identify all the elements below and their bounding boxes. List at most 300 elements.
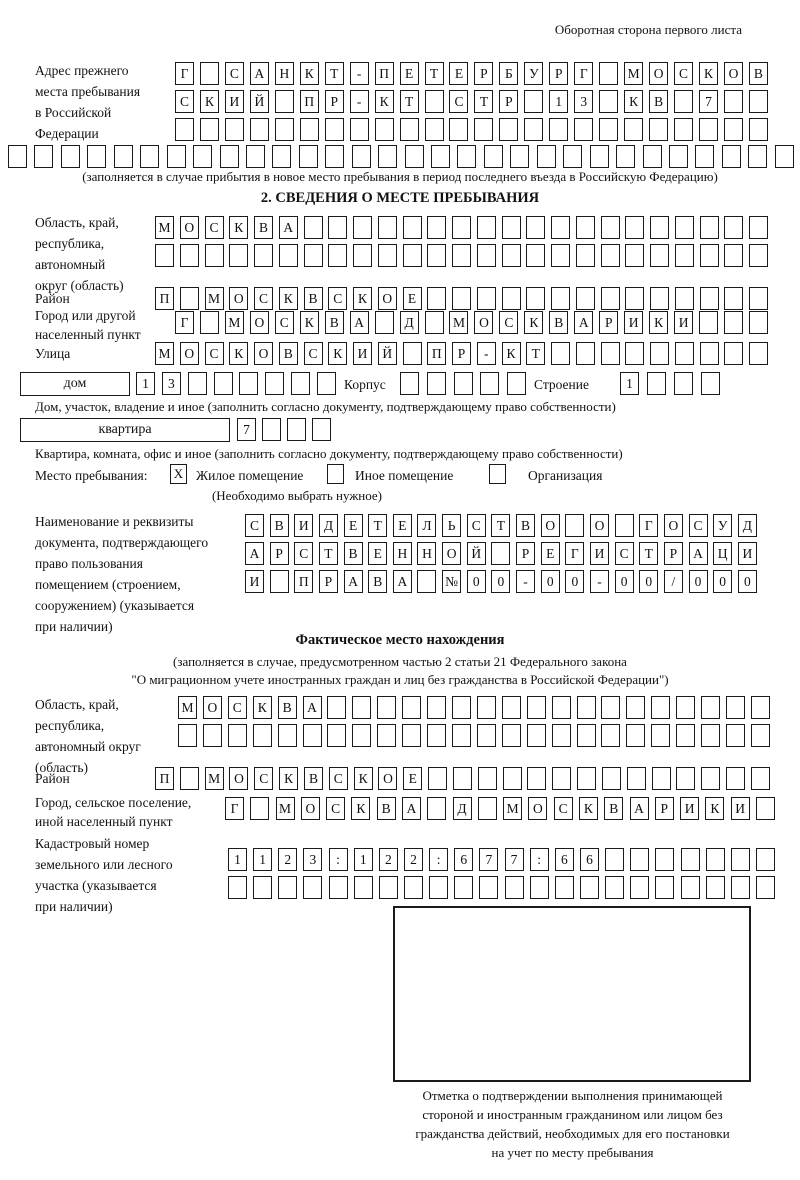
- char-box: [452, 216, 471, 239]
- char-box: С: [245, 514, 264, 537]
- char-box: С: [254, 287, 273, 310]
- char-box: 1: [354, 848, 373, 871]
- char-box: :: [329, 848, 348, 871]
- korpus-label: Корпус: [344, 377, 386, 392]
- char-box: [229, 244, 248, 267]
- char-box: И: [674, 311, 693, 334]
- char-box: [555, 876, 574, 899]
- char-box: С: [674, 62, 693, 85]
- char-box: М: [205, 767, 224, 790]
- char-box: К: [524, 311, 543, 334]
- char-box: [499, 118, 518, 141]
- char-box: [507, 372, 526, 395]
- char-box: [402, 696, 421, 719]
- char-box: В: [368, 570, 387, 593]
- char-box: [749, 342, 768, 365]
- char-box: К: [279, 287, 298, 310]
- char-box: [724, 287, 743, 310]
- fact-gorod-label: [35, 793, 191, 831]
- char-box: О: [724, 62, 743, 85]
- char-box: О: [474, 311, 493, 334]
- oblast-label: [35, 212, 124, 296]
- char-box: Т: [526, 342, 545, 365]
- char-box: Т: [474, 90, 493, 113]
- char-box: [327, 724, 346, 747]
- char-box: [180, 767, 199, 790]
- char-box: [601, 342, 620, 365]
- char-box: [724, 244, 743, 267]
- char-box: О: [254, 342, 273, 365]
- fact-gorod-row: [225, 797, 775, 820]
- char-box: -: [477, 342, 496, 365]
- kvartira-caption: Квартира, комната, офис и иное (заполнить согласно документу, подтверждающему право собственности): [35, 446, 623, 461]
- char-box: С: [329, 767, 348, 790]
- label-line: документа, подтверждающего: [35, 535, 209, 550]
- char-box: 1: [253, 848, 272, 871]
- char-box: [228, 876, 247, 899]
- char-box: И: [353, 342, 372, 365]
- char-box: [479, 876, 498, 899]
- char-box: С: [449, 90, 468, 113]
- char-box: [749, 216, 768, 239]
- char-box: -: [516, 570, 535, 593]
- char-box: И: [624, 311, 643, 334]
- char-box: С: [328, 287, 347, 310]
- char-box: 1: [620, 372, 639, 395]
- char-box: [616, 145, 635, 168]
- char-box: [375, 118, 394, 141]
- char-box: [726, 724, 745, 747]
- char-box: [352, 145, 371, 168]
- char-box: [250, 118, 269, 141]
- char-box: [427, 244, 446, 267]
- char-box: Е: [403, 767, 422, 790]
- char-box: [214, 372, 233, 395]
- char-box: Г: [175, 62, 194, 85]
- char-box: [502, 724, 521, 747]
- raion-label: Район: [35, 291, 70, 306]
- char-box: [477, 287, 496, 310]
- label-line: населенный пункт: [35, 327, 141, 342]
- char-box: А: [350, 311, 369, 334]
- char-box: [377, 724, 396, 747]
- char-box: В: [304, 287, 323, 310]
- char-box: [502, 287, 521, 310]
- char-box: [624, 118, 643, 141]
- char-box: [601, 244, 620, 267]
- char-box: О: [590, 514, 609, 537]
- char-box: Т: [425, 62, 444, 85]
- char-box: [502, 696, 521, 719]
- char-box: [239, 372, 258, 395]
- label-line: республика,: [35, 718, 105, 733]
- char-box: [625, 342, 644, 365]
- oblast-row-2: [155, 244, 768, 267]
- inoe-checkbox: [327, 464, 344, 484]
- char-box: А: [250, 62, 269, 85]
- char-box: 3: [574, 90, 593, 113]
- char-box: 1: [549, 90, 568, 113]
- char-box: П: [155, 767, 174, 790]
- char-box: М: [155, 216, 174, 239]
- char-box: И: [738, 542, 757, 565]
- char-box: [425, 311, 444, 334]
- char-box: [167, 145, 186, 168]
- char-box: К: [328, 342, 347, 365]
- caption-line: на учет по месту пребывания: [491, 1145, 654, 1160]
- inoe-label: Иное помещение: [355, 468, 454, 483]
- dom-cells: [136, 372, 336, 395]
- char-box: [34, 145, 53, 168]
- korpus-cells: [400, 372, 526, 395]
- char-box: [731, 848, 750, 871]
- organizatsiya-checkbox: [489, 464, 506, 484]
- char-box: Д: [453, 797, 472, 820]
- char-box: Д: [400, 311, 419, 334]
- stamp-caption: [360, 1086, 785, 1162]
- char-box: Т: [368, 514, 387, 537]
- char-box: Р: [452, 342, 471, 365]
- label-line: помещением (строением,: [35, 577, 181, 592]
- char-box: Е: [541, 542, 560, 565]
- char-box: [61, 145, 80, 168]
- char-box: [625, 244, 644, 267]
- char-box: С: [205, 216, 224, 239]
- char-box: [253, 876, 272, 899]
- char-box: [527, 724, 546, 747]
- char-box: [722, 145, 741, 168]
- char-box: -: [350, 62, 369, 85]
- char-box: 6: [580, 848, 599, 871]
- char-box: [674, 90, 693, 113]
- char-box: П: [300, 90, 319, 113]
- char-box: [626, 696, 645, 719]
- char-box: О: [442, 542, 461, 565]
- char-box: [695, 145, 714, 168]
- label-line: право пользования: [35, 556, 143, 571]
- char-box: [706, 876, 725, 899]
- char-box: К: [253, 696, 272, 719]
- ulitsa-label: Улица: [35, 346, 71, 361]
- char-box: [599, 118, 618, 141]
- dom-caption: Дом, участок, владение и иное (заполнить согласно документу, подтверждающему право собственности): [35, 399, 616, 414]
- char-box: [726, 767, 745, 790]
- gorod-label: [35, 306, 141, 344]
- char-box: Е: [400, 62, 419, 85]
- char-box: [649, 118, 668, 141]
- char-box: Н: [275, 62, 294, 85]
- char-box: П: [155, 287, 174, 310]
- char-box: [114, 145, 133, 168]
- char-box: Р: [499, 90, 518, 113]
- char-box: [180, 244, 199, 267]
- fact-oblast-label: [35, 694, 141, 778]
- char-box: [140, 145, 159, 168]
- prev-address-row-1: [175, 62, 768, 85]
- char-box: [180, 287, 199, 310]
- gorod-row: [175, 311, 768, 334]
- char-box: [299, 145, 318, 168]
- char-box: [577, 767, 596, 790]
- char-box: 0: [565, 570, 584, 593]
- ulitsa-row: [155, 342, 768, 365]
- char-box: М: [155, 342, 174, 365]
- char-box: [480, 372, 499, 395]
- char-box: И: [590, 542, 609, 565]
- char-box: [87, 145, 106, 168]
- char-box: [576, 287, 595, 310]
- char-box: [601, 216, 620, 239]
- char-box: 7: [479, 848, 498, 871]
- char-box: [576, 244, 595, 267]
- char-box: [626, 724, 645, 747]
- char-box: 2: [404, 848, 423, 871]
- char-box: [549, 118, 568, 141]
- char-box: [503, 767, 522, 790]
- char-box: [599, 90, 618, 113]
- char-box: [749, 244, 768, 267]
- char-box: [405, 145, 424, 168]
- char-box: [403, 244, 422, 267]
- char-box: [647, 372, 666, 395]
- char-box: [325, 118, 344, 141]
- kadastr-label: [35, 833, 173, 917]
- char-box: [530, 876, 549, 899]
- char-box: [304, 216, 323, 239]
- char-box: [254, 244, 273, 267]
- char-box: [655, 848, 674, 871]
- char-box: М: [503, 797, 522, 820]
- char-box: О: [180, 342, 199, 365]
- char-box: [178, 724, 197, 747]
- prev-address-caption: (заполняется в случае прибытия в новое место пребывания в период последнего въезда в Российскую Федерацию): [82, 169, 718, 184]
- char-box: Т: [325, 62, 344, 85]
- char-box: [428, 767, 447, 790]
- doc-row-1: [245, 514, 757, 537]
- char-box: [427, 696, 446, 719]
- label-line: земельного или лесного: [35, 857, 173, 872]
- char-box: №: [442, 570, 461, 593]
- char-box: [565, 514, 584, 537]
- char-box: [429, 876, 448, 899]
- char-box: И: [245, 570, 264, 593]
- label-line: Город, сельское поселение,: [35, 795, 192, 810]
- char-box: [676, 724, 695, 747]
- char-box: [427, 216, 446, 239]
- doc-row-2: [245, 542, 757, 565]
- char-box: [477, 244, 496, 267]
- fact-raion-label: Район: [35, 771, 70, 786]
- char-box: [431, 145, 450, 168]
- char-box: С: [205, 342, 224, 365]
- char-box: Е: [393, 514, 412, 537]
- label-line: республика,: [35, 236, 105, 251]
- char-box: [303, 724, 322, 747]
- char-box: [457, 145, 476, 168]
- char-box: С: [326, 797, 345, 820]
- char-box: 0: [615, 570, 634, 593]
- char-box: О: [301, 797, 320, 820]
- char-box: Д: [319, 514, 338, 537]
- prev-address-row-2: [175, 90, 768, 113]
- char-box: [551, 216, 570, 239]
- char-box: [700, 342, 719, 365]
- char-box: [454, 876, 473, 899]
- char-box: А: [689, 542, 708, 565]
- fact-oblast-row-2: [178, 724, 770, 747]
- char-box: И: [680, 797, 699, 820]
- char-box: П: [427, 342, 446, 365]
- char-box: С: [254, 767, 273, 790]
- char-box: [751, 696, 770, 719]
- char-box: [527, 767, 546, 790]
- char-box: [552, 724, 571, 747]
- char-box: [681, 848, 700, 871]
- char-box: [701, 767, 720, 790]
- char-box: [303, 876, 322, 899]
- char-box: [253, 724, 272, 747]
- char-box: [353, 216, 372, 239]
- char-box: [563, 145, 582, 168]
- char-box: [477, 216, 496, 239]
- char-box: Ц: [713, 542, 732, 565]
- char-box: [643, 145, 662, 168]
- char-box: К: [300, 62, 319, 85]
- char-box: 7: [699, 90, 718, 113]
- fact-title: Фактическое место нахождения: [295, 632, 505, 648]
- char-box: [749, 118, 768, 141]
- char-box: Й: [250, 90, 269, 113]
- char-box: [650, 216, 669, 239]
- char-box: [477, 696, 496, 719]
- char-box: С: [228, 696, 247, 719]
- char-box: [484, 145, 503, 168]
- char-box: М: [624, 62, 643, 85]
- char-box: А: [245, 542, 264, 565]
- char-box: [551, 342, 570, 365]
- char-box: [650, 244, 669, 267]
- char-box: [552, 767, 571, 790]
- char-box: 3: [303, 848, 322, 871]
- fact-oblast-row-1: [178, 696, 770, 719]
- char-box: 7: [505, 848, 524, 871]
- char-box: [590, 145, 609, 168]
- fact-raion-row: [155, 767, 770, 790]
- char-box: [491, 542, 510, 565]
- char-box: [524, 90, 543, 113]
- char-box: К: [649, 311, 668, 334]
- char-box: [706, 848, 725, 871]
- char-box: К: [229, 342, 248, 365]
- char-box: О: [180, 216, 199, 239]
- char-box: И: [294, 514, 313, 537]
- char-box: 0: [738, 570, 757, 593]
- char-box: [526, 244, 545, 267]
- char-box: Р: [325, 90, 344, 113]
- char-box: В: [516, 514, 535, 537]
- char-box: [375, 311, 394, 334]
- char-box: [724, 216, 743, 239]
- char-box: С: [225, 62, 244, 85]
- char-box: Г: [565, 542, 584, 565]
- char-box: [651, 724, 670, 747]
- char-box: [756, 848, 775, 871]
- char-box: К: [351, 797, 370, 820]
- char-box: [630, 848, 649, 871]
- char-box: В: [649, 90, 668, 113]
- char-box: [510, 145, 529, 168]
- char-box: [552, 696, 571, 719]
- char-box: [400, 118, 419, 141]
- char-box: [417, 570, 436, 593]
- char-box: П: [294, 570, 313, 593]
- zhiloe-checkbox: X: [170, 464, 187, 484]
- char-box: 0: [467, 570, 486, 593]
- char-box: В: [304, 767, 323, 790]
- char-box: [652, 767, 671, 790]
- char-box: [625, 287, 644, 310]
- char-box: [675, 244, 694, 267]
- char-box: [402, 724, 421, 747]
- char-box: [278, 876, 297, 899]
- char-box: 7: [237, 418, 256, 441]
- organizatsiya-label: Организация: [528, 468, 603, 483]
- char-box: 0: [689, 570, 708, 593]
- char-box: У: [524, 62, 543, 85]
- char-box: [724, 90, 743, 113]
- char-box: Е: [403, 287, 422, 310]
- char-box: /: [664, 570, 683, 593]
- caption-line: стороной и иностранным гражданином или лицом без: [422, 1107, 723, 1122]
- char-box: Е: [368, 542, 387, 565]
- char-box: [724, 118, 743, 141]
- char-box: [674, 372, 693, 395]
- label-line: Город или другой: [35, 308, 136, 323]
- char-box: [328, 244, 347, 267]
- char-box: [751, 767, 770, 790]
- char-box: К: [279, 767, 298, 790]
- char-box: [270, 570, 289, 593]
- char-box: [449, 118, 468, 141]
- char-box: [300, 118, 319, 141]
- char-box: [700, 287, 719, 310]
- header-note: Оборотная сторона первого листа: [554, 22, 742, 37]
- char-box: [8, 145, 27, 168]
- char-box: [505, 876, 524, 899]
- zhiloe-label: Жилое помещение: [196, 468, 304, 483]
- char-box: 6: [555, 848, 574, 871]
- char-box: [724, 342, 743, 365]
- char-box: [228, 724, 247, 747]
- char-box: [478, 767, 497, 790]
- label-line: Адрес прежнего: [35, 63, 129, 78]
- char-box: [676, 696, 695, 719]
- char-box: [605, 876, 624, 899]
- char-box: [200, 118, 219, 141]
- char-box: В: [279, 342, 298, 365]
- char-box: [605, 848, 624, 871]
- char-box: А: [574, 311, 593, 334]
- char-box: [327, 696, 346, 719]
- stroenie-label: Строение: [534, 377, 589, 392]
- label-line: сооружением) (указывается: [35, 598, 195, 613]
- char-box: К: [353, 287, 372, 310]
- char-box: К: [200, 90, 219, 113]
- char-box: [155, 244, 174, 267]
- char-box: К: [300, 311, 319, 334]
- char-box: Р: [270, 542, 289, 565]
- char-box: [275, 118, 294, 141]
